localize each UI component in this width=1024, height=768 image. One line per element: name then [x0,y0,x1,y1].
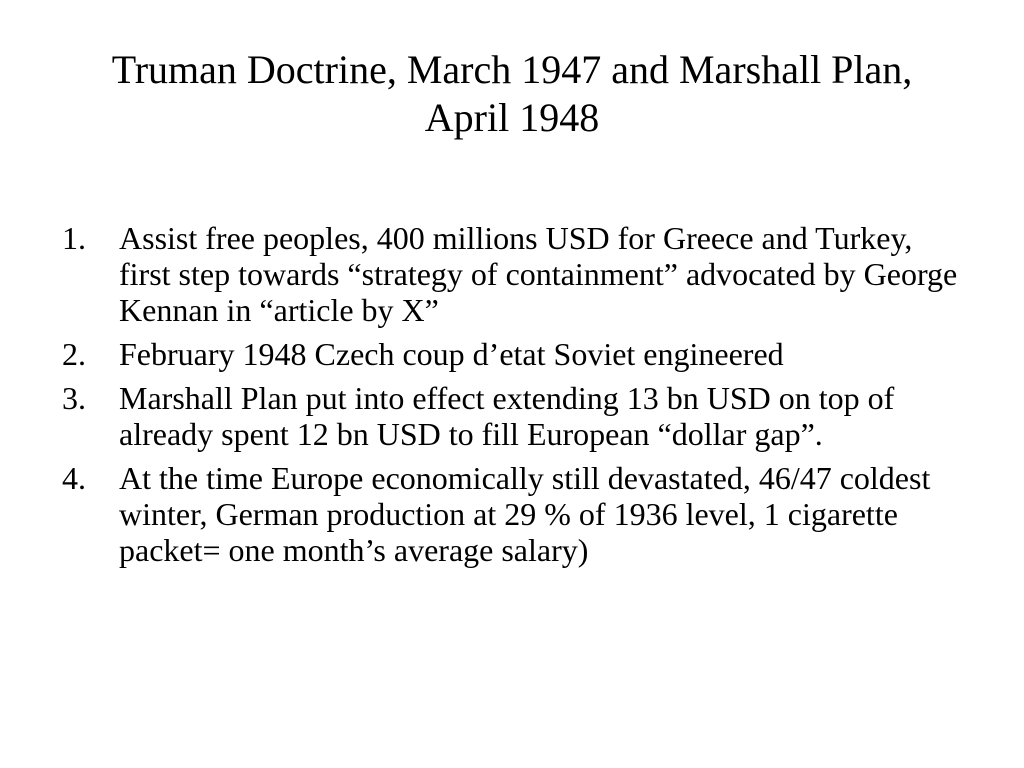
bullet-item [62,336,962,372]
bullet-number: 1. [62,220,86,256]
bullet-text: At the time Europe economically still devastated, 46/47 coldest winter, German production at 29 % of 1936 level, 1 cigarette packet= one month’s average salary) [119,460,931,568]
bullet-number: 2. [62,336,86,372]
slide-title: Truman Doctrine, March 1947 and Marshall Plan, April 1948 [111,47,913,140]
bullet-item [62,380,962,452]
bullet-number: 4. [62,460,86,496]
bullet-text: Assist free peoples, 400 millions USD for Greece and Turkey, first step towards “strategy of containment” advocated by George Kennan in “article by X” [119,220,958,328]
bullet-item [62,220,962,328]
bullet-text: Marshall Plan put into effect extending 13 bn USD on top of already spent 12 bn USD to fill European “dollar gap”. [119,380,895,452]
bullet-number: 3. [62,380,86,416]
bullet-list [62,220,962,576]
bullet-text: February 1948 Czech coup d’etat Soviet engineered [119,336,784,372]
bullet-item [62,460,962,568]
